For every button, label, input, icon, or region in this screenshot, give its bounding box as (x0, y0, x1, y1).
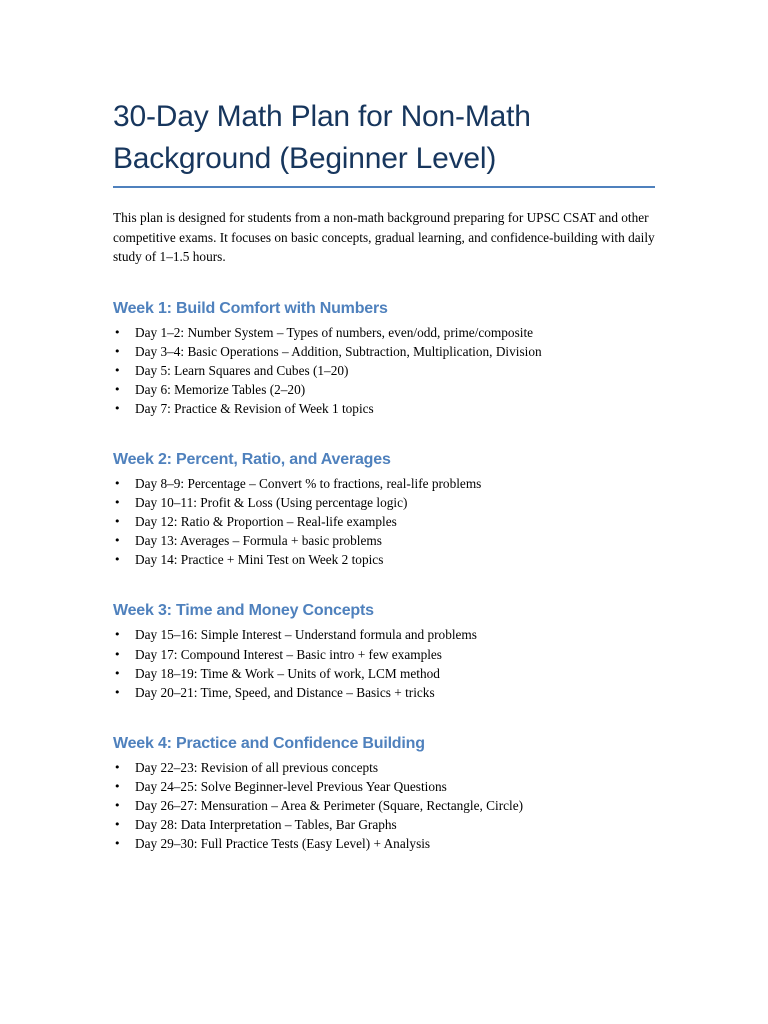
bullet-icon: • (114, 628, 121, 642)
bullet-icon: • (114, 325, 121, 339)
bullet-icon: • (114, 666, 121, 680)
bullet-icon: • (114, 837, 121, 851)
list-item-text: Day 5: Learn Squares and Cubes (1–20) (135, 362, 349, 378)
bullet-icon: • (114, 760, 121, 774)
list-item-text: Day 8–9: Percentage – Convert % to fractions, real-life problems (135, 475, 482, 491)
week-section-1 (113, 298, 655, 418)
list-item-text: Day 22–23: Revision of all previous concepts (135, 759, 378, 775)
week-heading: Week 4: Practice and Confidence Building (113, 734, 425, 752)
bullet-icon: • (114, 363, 121, 377)
list-item (113, 493, 655, 512)
week-section-4 (113, 733, 655, 853)
list-item (113, 342, 655, 361)
bullet-icon: • (114, 818, 121, 832)
list-item (113, 758, 655, 777)
bullet-icon: • (114, 685, 121, 699)
bullet-icon: • (114, 534, 121, 548)
title-underline (113, 186, 655, 188)
list-item-text: Day 15–16: Simple Interest – Understand formula and problems (135, 627, 477, 643)
list-item-text: Day 14: Practice + Mini Test on Week 2 topics (135, 552, 384, 568)
list-item-text: Day 18–19: Time & Work – Units of work, LCM method (135, 665, 440, 681)
list-item-text: Day 26–27: Mensuration – Area & Perimeter (Square, Rectangle, Circle) (135, 798, 524, 813)
list-item (113, 323, 655, 342)
list-item (113, 815, 655, 834)
week-heading: Week 1: Build Comfort with Numbers (113, 299, 388, 317)
list-item (113, 474, 655, 493)
list-item-text: Day 17: Compound Interest – Basic intro + few examples (135, 646, 442, 662)
bullet-icon: • (114, 401, 121, 415)
weeks-container (113, 298, 655, 854)
week-heading: Week 2: Percent, Ratio, and Averages (113, 450, 391, 468)
list-item-text: Day 20–21: Time, Speed, and Distance – Basics + tricks (135, 684, 435, 700)
bullet-icon: • (114, 476, 121, 490)
list-item-text: Day 6: Memorize Tables (2–20) (135, 381, 306, 397)
list-item (113, 834, 655, 853)
list-item-text: Day 7: Practice & Revision of Week 1 topics (135, 400, 374, 416)
list-item (113, 664, 655, 683)
list-item-text: Day 29–30: Full Practice Tests (Easy Level) + Analysis (135, 836, 431, 852)
page-title (113, 96, 655, 180)
week-heading: Week 3: Time and Money Concepts (113, 602, 374, 620)
title-line-2: Background (Beginner Level) (113, 142, 497, 175)
week-item-list (113, 323, 655, 418)
list-item-text: Day 1–2: Number System – Types of numbers, even/odd, prime/composite (135, 324, 534, 340)
list-item (113, 777, 655, 796)
list-item (113, 531, 655, 550)
week-item-list (113, 758, 655, 853)
bullet-icon: • (114, 799, 121, 812)
list-item-text: Day 3–4: Basic Operations – Addition, Subtraction, Multiplication, Division (135, 343, 542, 359)
bullet-icon: • (114, 553, 121, 567)
document-page (113, 96, 655, 853)
intro-paragraph: This plan is designed for students from a non-math background preparing for UPSC CSAT and other competitive exams. It focuses on basic concepts, gradual learning, and confidence-building with daily study of 1–1.5 hours. (113, 210, 655, 264)
list-item-text: Day 10–11: Profit & Loss (Using percentage logic) (135, 495, 408, 511)
bullet-icon: • (114, 515, 121, 529)
list-item (113, 550, 655, 569)
week-section-3 (113, 600, 655, 701)
week-item-list (113, 474, 655, 569)
bullet-icon: • (114, 779, 121, 793)
list-item (113, 399, 655, 418)
list-item-text: Day 24–25: Solve Beginner-level Previous Year Questions (135, 778, 447, 794)
list-item (113, 683, 655, 702)
list-item (113, 796, 655, 815)
bullet-icon: • (114, 496, 121, 510)
list-item-text: Day 28: Data Interpretation – Tables, Bar Graphs (135, 817, 397, 833)
list-item-text: Day 12: Ratio & Proportion – Real-life examples (135, 514, 397, 530)
list-item (113, 625, 655, 644)
week-section-2 (113, 449, 655, 569)
list-item (113, 512, 655, 531)
list-item (113, 361, 655, 380)
list-item-text: Day 13: Averages – Formula + basic problems (135, 533, 382, 549)
week-item-list (113, 625, 655, 701)
bullet-icon: • (114, 647, 121, 661)
bullet-icon: • (114, 344, 121, 358)
title-line-1: 30-Day Math Plan for Non-Math (113, 100, 531, 133)
list-item (113, 380, 655, 399)
bullet-icon: • (114, 382, 121, 396)
list-item (113, 645, 655, 664)
